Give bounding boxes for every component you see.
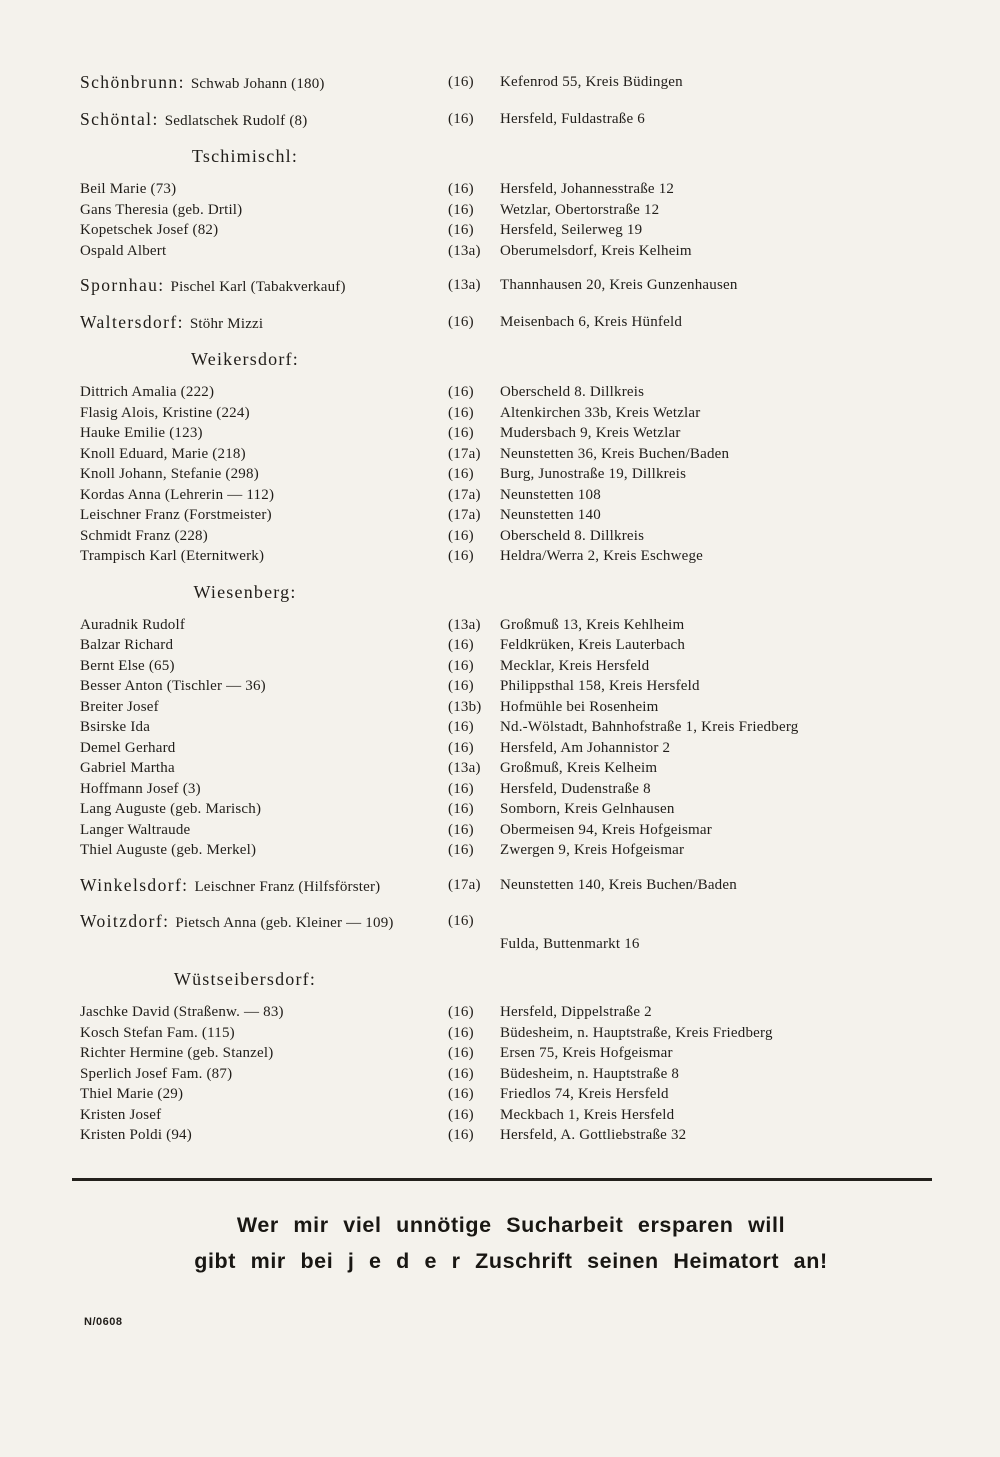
village-heading: Wiesenberg: xyxy=(193,581,297,602)
entry-name-cell xyxy=(80,505,448,526)
person-name: Kosch Stefan Fam. (115) xyxy=(80,1024,235,1041)
address: Hersfeld, Johannesstraße 12 xyxy=(500,181,675,197)
address xyxy=(500,911,942,934)
separator-rule xyxy=(72,1178,932,1181)
entry-name-cell xyxy=(80,1023,448,1044)
entry-name-cell xyxy=(80,820,448,841)
person-name: Kordas Anna (Lehrerin — 112) xyxy=(80,486,275,503)
entry-name-cell xyxy=(80,615,448,636)
entry-row xyxy=(80,717,942,738)
entry-name-cell xyxy=(80,109,448,132)
person-name: Langer Waltraude xyxy=(80,821,191,838)
village-section xyxy=(80,581,942,861)
entry-name-cell xyxy=(80,1105,448,1126)
entry-name-cell xyxy=(80,526,448,547)
entry-name-cell xyxy=(80,1064,448,1085)
address: Thannhausen 20, Kreis Gunzenhausen xyxy=(500,277,738,293)
entry-name-cell xyxy=(80,758,448,779)
entry-name-cell xyxy=(80,1125,448,1146)
entry-row xyxy=(80,820,942,841)
village-section xyxy=(80,109,942,132)
entry-row xyxy=(80,1084,942,1105)
postal-zone: (13a) xyxy=(448,242,481,259)
person-name: Thiel Marie (29) xyxy=(80,1086,184,1102)
person-name: Schmidt Franz (228) xyxy=(80,527,208,544)
entry-row xyxy=(80,444,942,465)
village-section xyxy=(80,875,942,898)
entry-name-cell xyxy=(80,635,448,656)
person-name: Schwab Johann (180) xyxy=(190,76,325,92)
entry-row xyxy=(80,875,942,898)
village-label: Schönbrunn: xyxy=(80,72,185,92)
postal-zone: (16) xyxy=(448,719,474,735)
entry-row xyxy=(80,403,942,424)
postal-zone: (16) xyxy=(448,678,474,694)
entry-name-cell xyxy=(80,200,448,221)
address: Fulda, Buttenmarkt 16 xyxy=(500,935,640,952)
address: Mecklar, Kreis Hersfeld xyxy=(500,657,650,674)
person-name: Bsirske Ida xyxy=(80,719,151,735)
person-name: Dittrich Amalia (222) xyxy=(80,384,215,400)
address: Hersfeld, Am Johannistor 2 xyxy=(500,739,671,756)
entry-name-cell xyxy=(80,799,448,820)
entry-row xyxy=(80,241,942,262)
person-name: Bernt Else (65) xyxy=(80,657,175,674)
entry-row xyxy=(80,1002,942,1023)
notice-line: gibt mir bei j e d e r Zuschrift seinen Heimatort an! xyxy=(194,1248,828,1273)
address: Hersfeld, Dippelstraße 2 xyxy=(500,1004,652,1020)
village-heading: Tschimischl: xyxy=(191,146,299,166)
address: Obermeisen 94, Kreis Hofgeismar xyxy=(500,821,712,838)
entry-name-cell xyxy=(80,464,448,485)
person-name: Balzar Richard xyxy=(80,637,174,653)
village-label: Schöntal: xyxy=(80,108,159,129)
address: Ersen 75, Kreis Hofgeismar xyxy=(500,1045,673,1061)
address: Kefenrod 55, Kreis Büdingen xyxy=(500,74,683,90)
village-heading: Weikersdorf: xyxy=(191,349,299,369)
entry-name-cell xyxy=(80,875,448,898)
entry-name-cell xyxy=(80,546,448,567)
address: Neunstetten 140, Kreis Buchen/Baden xyxy=(500,876,737,893)
postal-zone: (16) xyxy=(448,842,474,858)
village-label: Waltersdorf: xyxy=(80,311,184,332)
notice xyxy=(80,1207,942,1279)
entry-name-cell xyxy=(80,779,448,800)
village-label: Spornhau: xyxy=(80,275,165,295)
postal-zone: (17a) xyxy=(448,445,481,462)
entry-name-cell xyxy=(80,423,448,444)
entry-row xyxy=(80,220,942,241)
entry-row xyxy=(80,423,942,444)
postal-zone: (16) xyxy=(448,801,474,817)
postal-zone: (17a) xyxy=(448,486,481,503)
postal-zone: (16) xyxy=(448,110,474,127)
entry-row xyxy=(80,72,942,95)
person-name: Leischner Franz (Forstmeister) xyxy=(80,507,272,523)
entry-row xyxy=(80,179,942,200)
person-name: Kristen Josef xyxy=(80,1106,162,1123)
person-name: Pischel Karl (Tabakverkauf) xyxy=(170,279,346,295)
postal-zone: (17a) xyxy=(448,876,481,893)
address: Hofmühle bei Rosenheim xyxy=(500,698,659,715)
entry-row xyxy=(80,656,942,677)
address: Wetzlar, Obertorstraße 12 xyxy=(500,201,660,218)
postal-zone: (16) xyxy=(448,1065,474,1082)
address: Neunstetten 140 xyxy=(500,507,601,523)
person-name: Leischner Franz (Hilfsförster) xyxy=(194,878,381,895)
village-label: Winkelsdorf: xyxy=(80,874,189,895)
entry-name-cell xyxy=(80,934,448,955)
postal-zone: (13a) xyxy=(448,760,481,776)
entry-row xyxy=(80,109,942,132)
notice-line: Wer mir viel unnötige Sucharbeit ersparen will xyxy=(236,1212,786,1237)
address: Nd.-Wölstadt, Bahnhofstraße 1, Kreis Friedberg xyxy=(500,719,799,735)
postal-zone: (16) xyxy=(448,657,474,674)
entry-row xyxy=(80,635,942,656)
person-name: Auradnik Rudolf xyxy=(80,616,186,633)
entry-row xyxy=(80,676,942,697)
postal-zone: (16) xyxy=(448,821,474,838)
person-name: Kristen Poldi (94) xyxy=(80,1127,192,1143)
entry-name-cell xyxy=(80,403,448,424)
entry-row xyxy=(80,697,942,718)
postal-zone: (16) xyxy=(448,425,474,441)
person-name: Breiter Josef xyxy=(80,698,159,715)
village-section xyxy=(80,348,942,567)
postal-zone: (16) xyxy=(448,1106,474,1123)
address: Hersfeld, Dudenstraße 8 xyxy=(500,780,651,797)
village-label: Woitzdorf: xyxy=(80,911,170,931)
entry-row xyxy=(80,464,942,485)
entry-row xyxy=(80,911,942,934)
postal-zone: (16) xyxy=(448,780,474,797)
postal-zone: (16) xyxy=(448,1127,474,1143)
address: Zwergen 9, Kreis Hofgeismar xyxy=(500,842,685,858)
address: Meisenbach 6, Kreis Hünfeld xyxy=(500,313,683,330)
entry-name-cell xyxy=(80,1002,448,1023)
entry-name-cell xyxy=(80,738,448,759)
entry-row xyxy=(80,200,942,221)
postal-zone: (16) xyxy=(448,384,474,400)
entry-row xyxy=(80,1125,942,1146)
entry-name-cell xyxy=(80,382,448,403)
entry-row xyxy=(80,275,942,298)
postal-zone: (16) xyxy=(448,637,474,653)
postal-zone: (16) xyxy=(448,913,474,929)
entry-name-cell xyxy=(80,179,448,200)
person-name: Gabriel Martha xyxy=(80,760,175,776)
entry-name-cell xyxy=(80,717,448,738)
entry-row xyxy=(80,1043,942,1064)
entry-row xyxy=(80,779,942,800)
village-section xyxy=(80,145,942,261)
person-name: Jaschke David (Straßenw. — 83) xyxy=(80,1004,284,1020)
address: Großmuß 13, Kreis Kehlheim xyxy=(500,616,685,633)
address: Hersfeld, Seilerweg 19 xyxy=(500,222,643,238)
address: Neunstetten 108 xyxy=(500,486,601,503)
entry-name-cell xyxy=(80,676,448,697)
person-name: Besser Anton (Tischler — 36) xyxy=(80,678,266,694)
address: Mudersbach 9, Kreis Wetzlar xyxy=(500,425,681,441)
person-name: Sedlatschek Rudolf (8) xyxy=(164,112,308,129)
entry-name-cell xyxy=(80,485,448,506)
postal-zone: (16) xyxy=(448,74,474,90)
address: Oberscheld 8. Dillkreis xyxy=(500,384,645,400)
address: Friedlos 74, Kreis Hersfeld xyxy=(500,1086,669,1102)
entry-name-cell xyxy=(80,275,448,298)
person-name: Knoll Johann, Stefanie (298) xyxy=(80,466,259,482)
address: Oberumelsdorf, Kreis Kelheim xyxy=(500,242,692,259)
postal-zone: (16) xyxy=(448,1086,474,1102)
entry-name-cell xyxy=(80,72,448,95)
entry-name-cell xyxy=(80,1043,448,1064)
address: Somborn, Kreis Gelnhausen xyxy=(500,801,675,817)
person-name: Pietsch Anna (geb. Kleiner — 109) xyxy=(175,915,394,931)
address: Großmuß, Kreis Kelheim xyxy=(500,760,658,776)
entry-row xyxy=(80,1064,942,1085)
person-name: Thiel Auguste (geb. Merkel) xyxy=(80,842,257,858)
entry-row xyxy=(80,738,942,759)
address: Feldkrüken, Kreis Lauterbach xyxy=(500,637,686,653)
postal-zone: (16) xyxy=(448,527,474,544)
entry-row xyxy=(80,799,942,820)
postal-zone: (16) xyxy=(448,1024,474,1041)
village-section xyxy=(80,968,942,1146)
postal-zone: (16) xyxy=(448,739,474,756)
entry-row xyxy=(80,840,942,861)
address: Heldra/Werra 2, Kreis Eschwege xyxy=(500,548,704,564)
address: Neunstetten 36, Kreis Buchen/Baden xyxy=(500,445,730,462)
person-name: Hoffmann Josef (3) xyxy=(80,780,201,797)
person-name: Lang Auguste (geb. Marisch) xyxy=(80,801,262,817)
person-name: Flasig Alois, Kristine (224) xyxy=(80,404,250,421)
postal-zone: (16) xyxy=(448,222,474,238)
person-name: Sperlich Josef Fam. (87) xyxy=(80,1065,233,1082)
address: Büdesheim, n. Hauptstraße, Kreis Friedberg xyxy=(500,1024,773,1041)
entry-row xyxy=(80,1105,942,1126)
postal-zone: (16) xyxy=(448,404,474,421)
postal-zone: (16) xyxy=(448,1004,474,1020)
entry-row xyxy=(80,312,942,335)
postal-zone: (16) xyxy=(448,201,474,218)
person-name: Demel Gerhard xyxy=(80,739,176,756)
address: Meckbach 1, Kreis Hersfeld xyxy=(500,1106,675,1123)
person-name: Ospald Albert xyxy=(80,242,167,259)
entry-row xyxy=(80,485,942,506)
village-section xyxy=(80,72,942,95)
person-name: Gans Theresia (geb. Drtil) xyxy=(80,201,243,218)
entry-row xyxy=(80,615,942,636)
address: Hersfeld, Fuldastraße 6 xyxy=(500,110,645,127)
person-name: Knoll Eduard, Marie (218) xyxy=(80,445,246,462)
person-name: Richter Hermine (geb. Stanzel) xyxy=(80,1045,274,1061)
entry-name-cell xyxy=(80,656,448,677)
address: Altenkirchen 33b, Kreis Wetzlar xyxy=(500,404,701,421)
postal-zone: (13a) xyxy=(448,616,481,633)
postal-zone: (16) xyxy=(448,181,474,197)
entry-name-cell xyxy=(80,911,448,934)
postal-zone: (16) xyxy=(448,313,474,330)
postal-zone: (16) xyxy=(448,466,474,482)
entry-row-continuation xyxy=(80,934,942,955)
entry-name-cell xyxy=(80,312,448,335)
person-name: Trampisch Karl (Eternitwerk) xyxy=(80,548,265,564)
entry-name-cell xyxy=(80,840,448,861)
entry-row xyxy=(80,526,942,547)
postal-zone: (13b) xyxy=(448,698,482,715)
entry-name-cell xyxy=(80,444,448,465)
address: Burg, Junostraße 19, Dillkreis xyxy=(500,466,687,482)
postal-zone: (16) xyxy=(448,548,474,564)
village-section xyxy=(80,911,942,954)
village-section xyxy=(80,275,942,298)
entry-name-cell xyxy=(80,241,448,262)
entry-row xyxy=(80,505,942,526)
entry-name-cell xyxy=(80,1084,448,1105)
entry-row xyxy=(80,546,942,567)
entry-name-cell xyxy=(80,220,448,241)
address: Büdesheim, n. Hauptstraße 8 xyxy=(500,1065,680,1082)
entry-row xyxy=(80,1023,942,1044)
entry-row xyxy=(80,758,942,779)
postal-zone xyxy=(448,934,500,955)
postal-zone: (13a) xyxy=(448,277,481,293)
print-code: N/0608 xyxy=(84,1316,123,1328)
address: Philippsthal 158, Kreis Hersfeld xyxy=(500,678,700,694)
entry-name-cell xyxy=(80,697,448,718)
postal-zone: (16) xyxy=(448,1045,474,1061)
person-name: Beil Marie (73) xyxy=(80,181,177,197)
village-section xyxy=(80,312,942,335)
entry-row xyxy=(80,382,942,403)
person-name: Stöhr Mizzi xyxy=(189,315,264,332)
person-name: Hauke Emilie (123) xyxy=(80,425,203,441)
address: Hersfeld, A. Gottliebstraße 32 xyxy=(500,1127,687,1143)
sections xyxy=(80,72,942,1146)
person-name: Kopetschek Josef (82) xyxy=(80,222,219,238)
village-heading: Wüstseibersdorf: xyxy=(173,969,317,989)
address: Oberscheld 8. Dillkreis xyxy=(500,527,645,544)
postal-zone: (17a) xyxy=(448,507,481,523)
